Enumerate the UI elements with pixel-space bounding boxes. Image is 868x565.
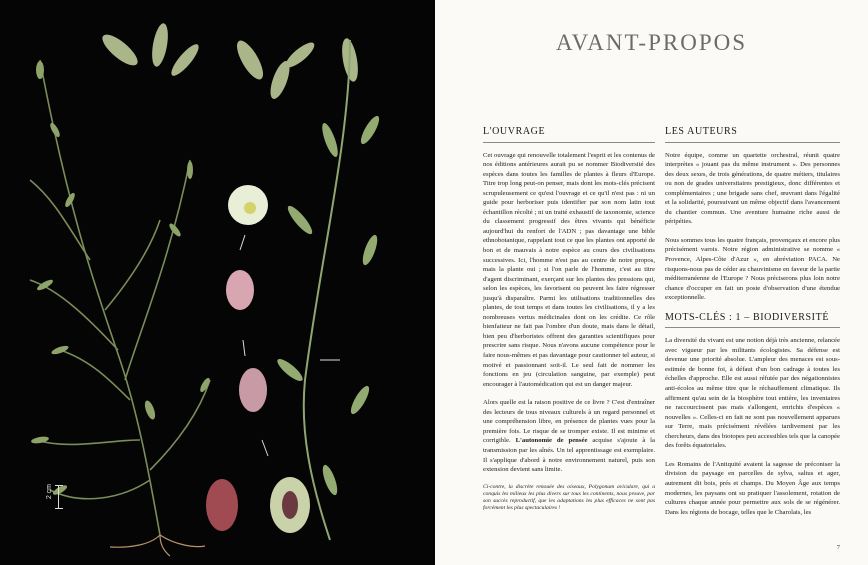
section-heading-ouvrage: L'OUVRAGE [483, 127, 655, 143]
paragraph-text: acquise s'ajoute à la transmission par les aînés. Un tel apprentissage est exemplaire. Il s'applique d'abord à notre environnement naturel, puis son extension devient sans limite. [483, 437, 656, 474]
plant-leaves [31, 61, 212, 500]
leaf-sprig-top [98, 22, 361, 101]
scale-bar [58, 485, 65, 509]
paragraph: Nous sommes tous les quatre français, provençaux et encore plus précisément varois. Notre région administrative se nomme « Provence, Alpes-Côte d'Azur », en abréviation PACA. Ne risquons-nous pas de céder au chauvinisme en faveur de la partie méditerranéenne de l'Europe ? Nous préciserons plus loin notre chance d'occuper en fait un poste d'observation d'une étendue exceptionnelle. [665, 236, 840, 302]
left-text-column [483, 127, 655, 512]
page-number: 7 [836, 544, 840, 551]
paragraph-text: Alors quelle est la raison positive de ce livre ? C'est d'entraîner des lecteurs de tous niveaux culturels à un regard personnel et une compréhension libre, en présence de plantes vues pour la première fois. Le risque de se tromper existe. Il est minime et corrigible. [483, 399, 655, 445]
figure-caption: Ci-contre, la discrète renouée des oiseaux, Polygonum aviculare, qui a conquis les milieux les plus divers sur tous les continents, nous prouve, par son succès reproductif, que les adaptations les plus efficaces ne sont pas forcément les plus spectaculaires ! [483, 483, 655, 512]
paragraph: Cet ouvrage qui renouvelle totalement l'esprit et les contenus de nos éditions antérieures aurait pu se nommer Biodiversité des espèces dans toutes les familles de plantes à fleurs d'Europe. Titre trop long peut-on penser, mais dont les mots-clés précisent scrupuleusement ce qu'est l'ouvrage et ce qu'il n'est pas : ni un guide pour herboriser puis identifier par son nom latin tout échantillon récolté ; ni un traité exhaustif de taxonomie, science du classement progressif des êtres vivants qui bénéficie aujourd'hui du renfort de l'ADN ; pas davantage une bible ethnobotanique, rappelant tout ce que les plantes ont apporté de bon et de mauvais à notre espèce au cours des civilisations successives. Ici, l'homme n'est pas au centre de notre propos, mais la plante oui ; si l'on parle de l'homme, c'est au titre d'agent discriminant, exerçant sur les plantes des pressions qui, selon les espèces, les favorisent ou peuvent les faire régresser jusqu'à disparaître. Parmi les utilisations traditionnelles des plantes, de tout temps et dans toutes les civilisations, il y a les nombreuses vertus médicinales dont on les crédite. Ce rôle bienfaiteur ne fait pas l'ombre d'un doute, mais dans le détail, bien peu d'herboristes offrent des garanties scientifiques pour prescrire sans risque. Nous n'avons aucune compétence pour le faire nous-mêmes et pas davantage pour cautionner tel auteur, si motivé et passionnant soit-il. Le seul fait de nommer les fonctions en jeu (circulation sanguine, par exemple) peut encourager à l'automédication qui est un danger majeur. [483, 151, 655, 388]
right-text-column [665, 127, 840, 526]
paragraph: Les Romains de l'Antiquité avaient la sagesse de préconiser la division du paysage en parcelles de sylva, saltus et ager, autrement dit bois, prés et champs. Du Moyen Âge aux temps modernes, les paysans ont su pratiquer l'assolement, rotation de cultures chaque année pour permettre aux sols de se régénérer. Dans les régions de bocage, telles que le Charolais, les [665, 460, 840, 516]
flower-bud-sequence [206, 270, 310, 533]
stem-leaves [275, 114, 383, 497]
plant-roots [110, 535, 205, 556]
paragraph [483, 398, 655, 474]
emphasis-text: L'autonomie de pensée [515, 437, 588, 445]
open-flower-detail [228, 185, 268, 225]
page-title: AVANT-PROPOS [555, 30, 748, 55]
paragraph: Notre équipe, comme un quartette orchestral, réunit quatre interprètes « jouant pas du même instrument ». Des personnes des deux sexes, de trois générations, de quatre métiers, titulaires ou non de grades universitaires prestigieux, donc différentes et complémentaires ; une brigade sans chef, œuvrant dans l'égalité et la solidarité, poursuivant un même objectif dans l'avancement du chantier commun. Une aventure humaine riche aussi de péripéties. [665, 151, 840, 226]
arrow-icon [240, 235, 340, 456]
section-heading-auteurs: LES AUTEURS [665, 127, 840, 143]
section-heading-biodiversite: MOTS-CLÉS : 1 – BIODIVERSITÉ [665, 313, 840, 329]
paragraph: La diversité du vivant est une notion déjà très ancienne, relancée avec vigueur par les militants écologistes. Sa défense est devenue une priorité absolue. L'ampleur des menaces est sous-estimée de bonne foi, à défaut d'un bon cadrage à toutes les échelles d'approche. Elle est aussi réfutée par des négationnistes anti-écolos au même titre que le réchauffement climatique. Ils affirment qu'au sein de la biosphère tout entière, les inventaires ne raccourcissent pas mais s'allongent, enrichis d'espèces « nouvelles ». Celles-ci en fait ne sont pas nouvellement apparues sur Terre, mais précisément révélées tardivement par les chercheurs, dans des biotopes peu accessibles tels que la canopée des forêts équatoriales. [665, 337, 840, 450]
flowering-stem-right [304, 40, 350, 540]
text-page [435, 0, 868, 565]
scale-label: 2 cm [46, 484, 53, 500]
